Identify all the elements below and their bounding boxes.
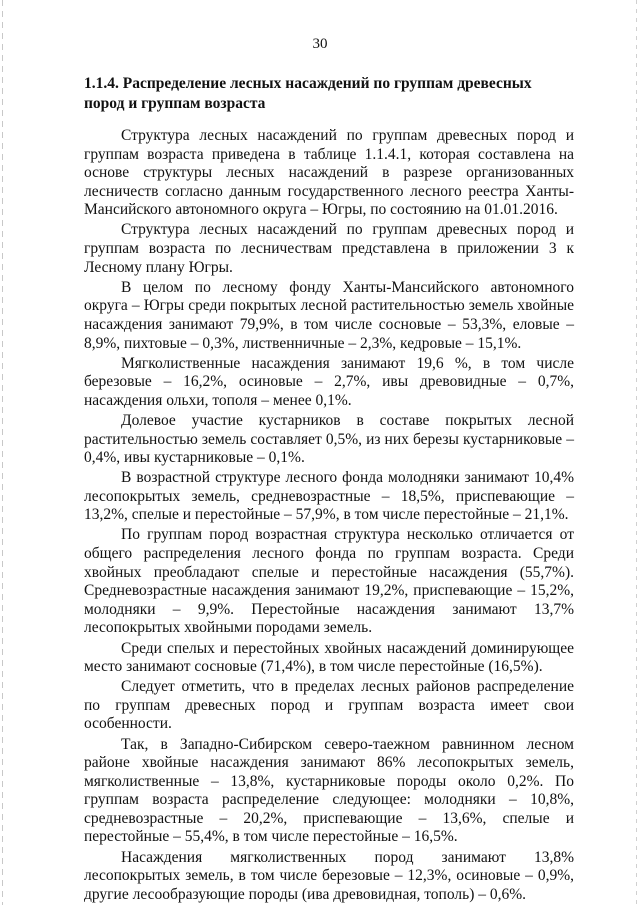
paragraph: Среди спелых и перестойных хвойных насаждений доминирующее место занимают сосновые (71,4%), в том числе перестойные (16,5%). bbox=[84, 639, 574, 676]
paragraph: Структура лесных насаждений по группам древесных пород и группам возраста по лесничествам представлена в приложении 3 к Лесному плану Югры. bbox=[84, 221, 574, 276]
paragraph: Насаждения мягколиственных пород занимают 13,8% лесопокрытых земель, в том числе березовые – 12,3%, осиновые – 0,9%, другие лесообразующие породы (ива древовидная, тополь) – 0,6%. bbox=[84, 848, 574, 903]
paragraph: В целом по лесному фонду Ханты-Мансийского автономного округа – Югры среди покрытых лесной растительностью земель хвойные насаждения занимают 79,9%, в том числе сосновые – 53,3%, еловые – 8,9%, пихтовые – 0,3%, лиственничные – 2,3%, кедровые – 15,1%. bbox=[84, 278, 574, 352]
paragraph: Структура лесных насаждений по группам древесных пород и группам возраста приведена в таблице 1.1.4.1, которая составлена на основе структуры лесных насаждений в разрезе организованных лесничеств согласно данным государственного лесного реестра Ханты-Мансийского автономного округа – Югры, по состоянию на 01.01.2016. bbox=[84, 127, 574, 219]
section-heading: 1.1.4. Распределение лесных насаждений по группам древесных пород и группам возраста bbox=[84, 75, 532, 112]
paragraph: Так, в Западно-Сибирском северо-таежном равнинном лесном районе хвойные насаждения занимают 86% лесопокрытых земель, мягколиственные – 13,8%, кустарниковые породы около 0,2%. По группам возраста распределение следующее: молодняки – 10,8%, средневозрастные – 20,2%, приспевающие – 13,6%, спелые и перестойные – 55,4%, в том числе перестойные – 16,5%. bbox=[84, 735, 574, 846]
scan-edge-right bbox=[636, 0, 637, 905]
paragraph: Следует отметить, что в пределах лесных районов распределение по группам древесных пород и группам возраста имеет свои особенности. bbox=[84, 678, 574, 733]
document-body bbox=[84, 127, 574, 906]
paragraph: В возрастной структуре лесного фонда молодняки занимают 10,4% лесопокрытых земель, средневозрастные – 18,5%, приспевающие – 13,2%, спелые и перестойные – 57,9%, в том числе перестойные – 21,1%. bbox=[84, 469, 574, 524]
paragraph: По группам пород возрастная структура несколько отличается от общего распределения лесного фонда по группам возраста. Среди хвойных преобладают спелые и перестойные насаждения (55,7%). Средневозрастные насаждения занимают 19,2%, приспевающие – 15,2%, молодняки – 9,9%. Перестойные насаждения занимают 13,7% лесопокрытых хвойными породами земель. bbox=[84, 526, 574, 637]
paragraph: Мягколиственные насаждения занимают 19,6 %, в том числе березовые – 16,2%, осиновые – 2,7%, ивы древовидные – 0,7%, насаждения ольхи, тополя – менее 0,1%. bbox=[84, 354, 574, 409]
scan-edge-left bbox=[2, 0, 3, 905]
page-number: 30 bbox=[312, 36, 328, 52]
paragraph: Долевое участие кустарников в составе покрытых лесной растительностью земель составляет 0,5%, из них березы кустарниковые – 0,4%, ивы кустарниковые – 0,1%. bbox=[84, 411, 574, 467]
